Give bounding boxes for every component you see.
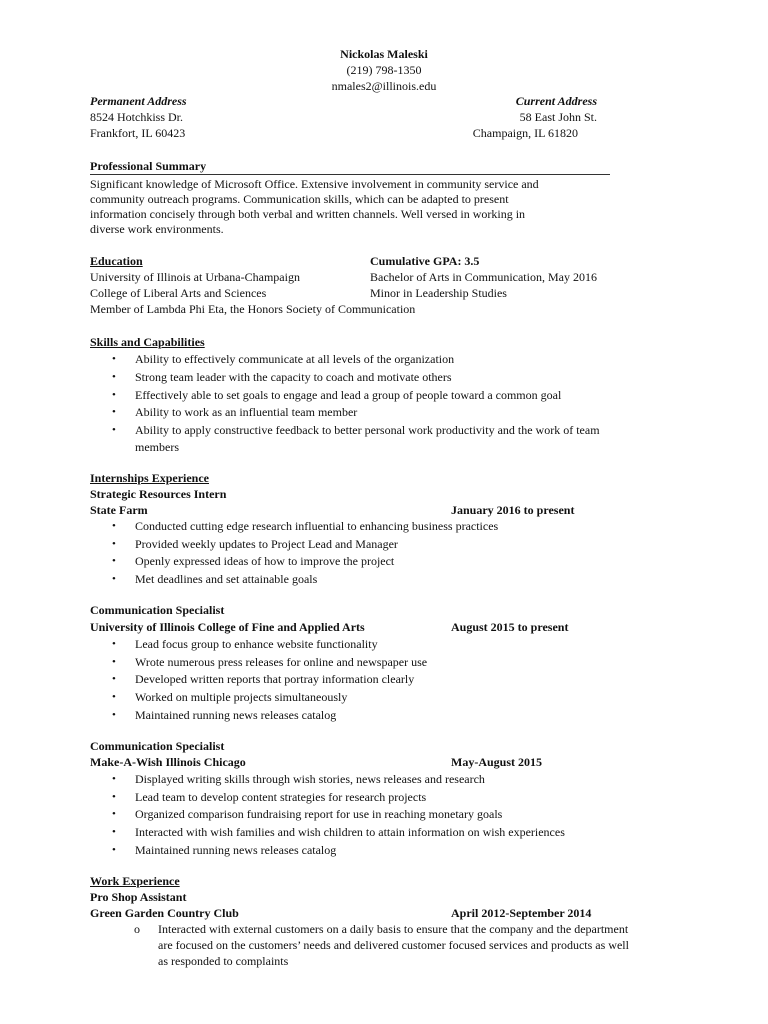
skill-item: Ability to apply constructive feedback to better personal work productivity and the work of team xyxy=(135,423,600,437)
current-address-heading: Current Address xyxy=(515,94,597,108)
skill-item-continued: members xyxy=(135,440,179,454)
job-duty: Worked on multiple projects simultaneously xyxy=(135,690,348,704)
job-duty: Lead team to develop content strategies for research projects xyxy=(135,790,427,804)
education-heading: Education xyxy=(90,254,143,268)
job-duty: Interacted with wish families and wish children to attain information on wish experiences xyxy=(135,825,565,839)
bullet-glyph: • xyxy=(112,538,116,550)
bullet-glyph: • xyxy=(112,520,116,532)
work-heading: Work Experience xyxy=(90,874,180,888)
gpa: Cumulative GPA: 3.5 xyxy=(370,254,480,268)
skill-item: Ability to effectively communicate at all levels of the organization xyxy=(135,352,455,366)
college-name: College of Liberal Arts and Sciences xyxy=(90,286,267,300)
bullet-glyph: • xyxy=(112,424,116,436)
work-duty-line: as responded to complaints xyxy=(158,954,289,968)
job-title: Strategic Resources Intern xyxy=(90,487,227,501)
job-title: Communication Specialist xyxy=(90,603,225,617)
bullet-glyph: • xyxy=(112,691,116,703)
summary-heading: Professional Summary xyxy=(90,159,207,173)
summary-divider xyxy=(90,174,610,175)
bullet-glyph: • xyxy=(112,371,116,383)
current-address-line1: 58 East John St. xyxy=(519,110,597,124)
job-duty: Provided weekly updates to Project Lead and Manager xyxy=(135,537,398,551)
job-title: Communication Specialist xyxy=(90,739,225,753)
summary-line: diverse work environments. xyxy=(90,222,224,236)
internships-heading: Internships Experience xyxy=(90,471,210,485)
skills-heading: Skills and Capabilities xyxy=(90,335,205,349)
job-duty: Displayed writing skills through wish stories, news releases and research xyxy=(135,772,485,786)
bullet-glyph: • xyxy=(112,406,116,418)
job-org: State Farm xyxy=(90,503,148,517)
permanent-address-line1: 8524 Hotchkiss Dr. xyxy=(90,110,183,124)
job-dates: April 2012-September 2014 xyxy=(451,906,592,920)
job-dates: August 2015 to present xyxy=(451,620,569,634)
honors: Member of Lambda Phi Eta, the Honors Society of Communication xyxy=(90,302,416,316)
degree: Bachelor of Arts in Communication, May 2016 xyxy=(370,270,597,284)
bullet-glyph: • xyxy=(112,555,116,567)
bullet-glyph: • xyxy=(112,638,116,650)
job-title: Pro Shop Assistant xyxy=(90,890,187,904)
bullet-glyph: • xyxy=(112,673,116,685)
job-org: Green Garden Country Club xyxy=(90,906,239,920)
bullet-glyph: • xyxy=(112,573,116,585)
bullet-glyph: • xyxy=(112,844,116,856)
job-dates: May-August 2015 xyxy=(451,755,543,769)
permanent-address-heading: Permanent Address xyxy=(90,94,187,108)
work-duty-line: Interacted with external customers on a daily basis to ensure that the company and the department xyxy=(158,922,629,936)
minor: Minor in Leadership Studies xyxy=(370,286,507,300)
bullet-glyph: • xyxy=(112,709,116,721)
job-duty: Developed written reports that portray information clearly xyxy=(135,672,415,686)
job-duty: Maintained running news releases catalog xyxy=(135,708,337,722)
summary-line: Significant knowledge of Microsoft Office. Extensive involvement in community service and xyxy=(90,177,539,191)
current-address-line2: Champaign, IL 61820 xyxy=(472,126,578,140)
email-address: nmales2@illinois.edu xyxy=(331,79,437,93)
permanent-address-line2: Frankfort, IL 60423 xyxy=(90,126,186,140)
bullet-glyph: • xyxy=(112,808,116,820)
job-duty: Conducted cutting edge research influential to enhancing business practices xyxy=(135,519,499,533)
bullet-glyph: • xyxy=(112,826,116,838)
job-duty: Organized comparison fundraising report for use in reaching monetary goals xyxy=(135,807,503,821)
school-name: University of Illinois at Urbana-Champaign xyxy=(90,270,300,284)
job-duty: Openly expressed ideas of how to improve the project xyxy=(135,554,395,568)
bullet-glyph: • xyxy=(112,791,116,803)
summary-line: information concisely through both verbal and written channels. Well versed in working in xyxy=(90,207,526,221)
skill-item: Ability to work as an influential team member xyxy=(135,405,358,419)
skill-item: Strong team leader with the capacity to coach and motivate others xyxy=(135,370,452,384)
job-duty: Met deadlines and set attainable goals xyxy=(135,572,318,586)
phone-number: (219) 798-1350 xyxy=(346,63,422,77)
skill-item: Effectively able to set goals to engage and lead a group of people toward a common goal xyxy=(135,388,562,402)
job-duty: Maintained running news releases catalog xyxy=(135,843,337,857)
job-org: Make-A-Wish Illinois Chicago xyxy=(90,755,246,769)
work-duty-line: are focused on the customers’ needs and delivered customer focused services and products as well xyxy=(158,938,629,952)
circle-bullet-glyph: o xyxy=(134,922,140,936)
candidate-name: Nickolas Maleski xyxy=(340,47,428,61)
bullet-glyph: • xyxy=(112,656,116,668)
bullet-glyph: • xyxy=(112,773,116,785)
bullet-glyph: • xyxy=(112,353,116,365)
job-org: University of Illinois College of Fine and Applied Arts xyxy=(90,620,365,634)
summary-line: community outreach programs. Communication skills, which can be adapted to present xyxy=(90,192,509,206)
job-duty: Wrote numerous press releases for online and newspaper use xyxy=(135,655,428,669)
bullet-glyph: • xyxy=(112,389,116,401)
job-dates: January 2016 to present xyxy=(451,503,575,517)
job-duty: Lead focus group to enhance website functionality xyxy=(135,637,378,651)
